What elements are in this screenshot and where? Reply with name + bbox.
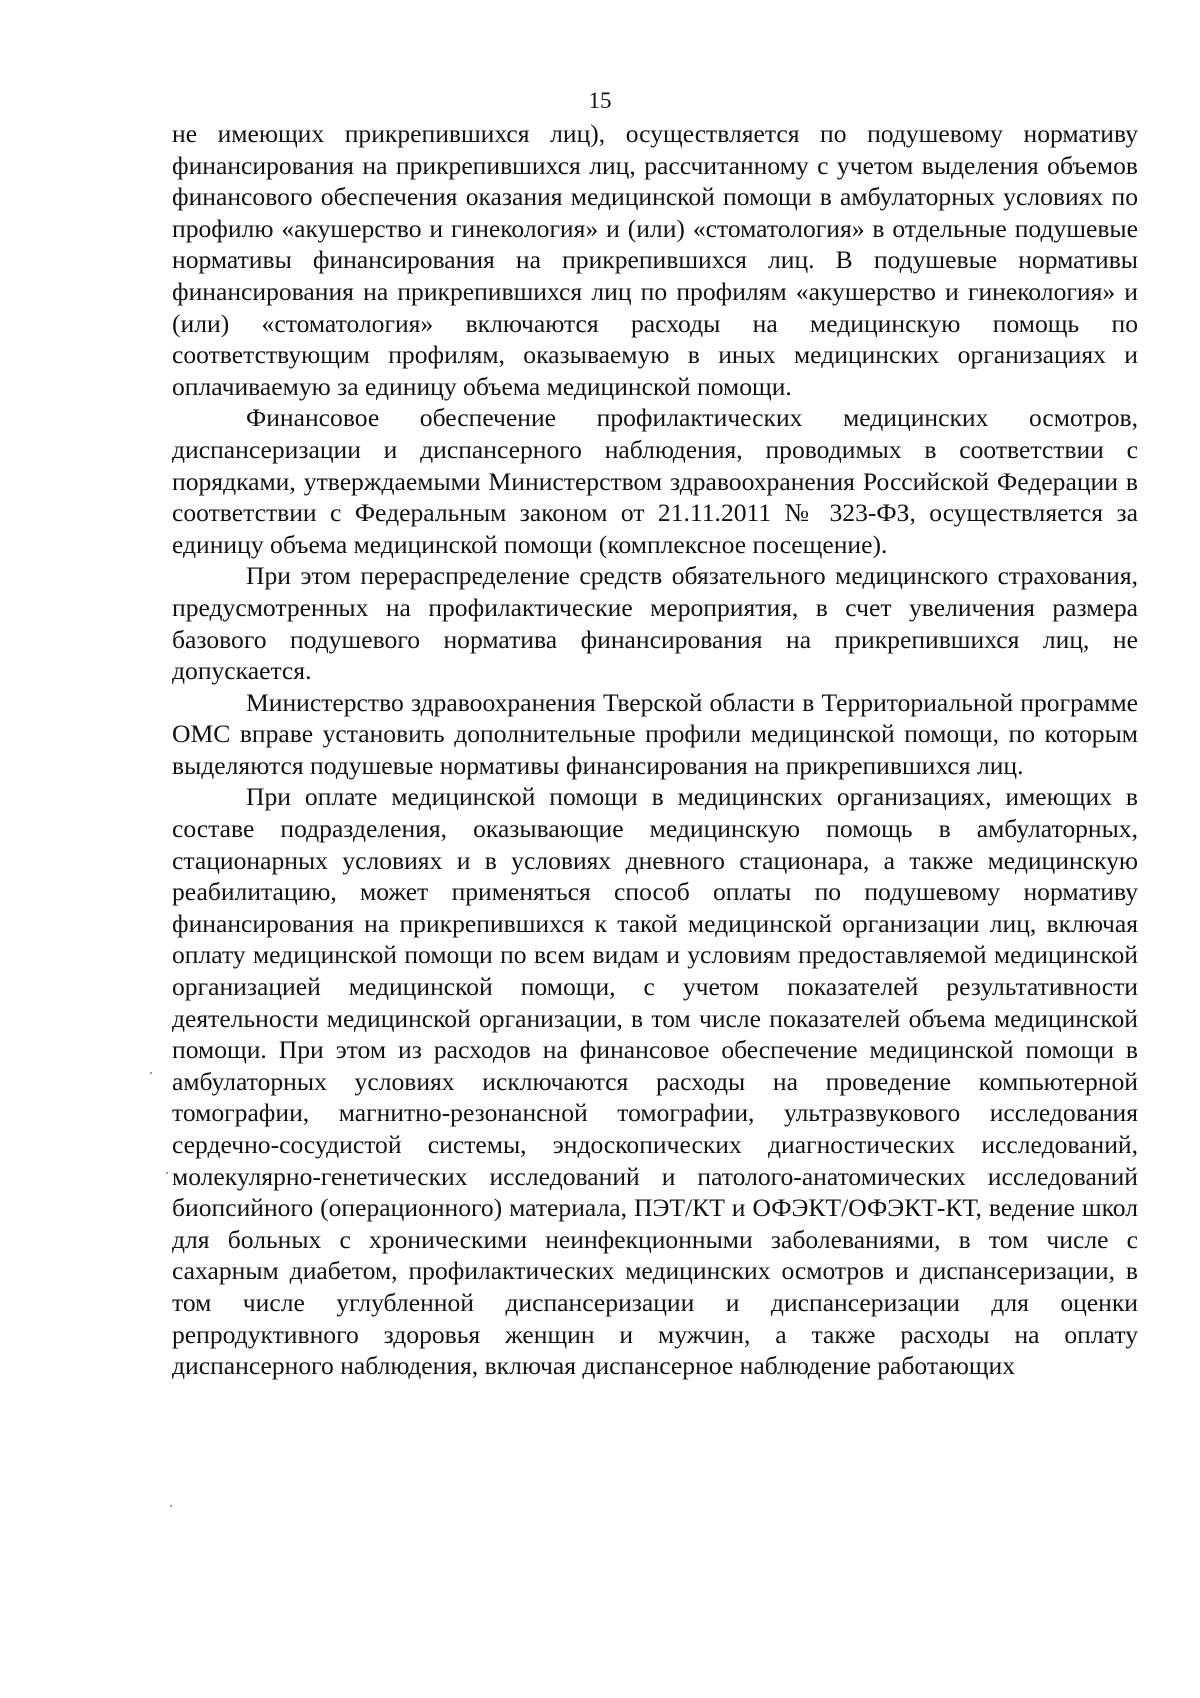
paragraph-preventive-financing: Финансовое обеспечение профилактических медицинских осмотров, диспансеризации и диспансерного наблюдения, проводимых в соответствии с порядками, утверждаемыми Министерством здравоохранения Российской Федерации в соответствии с Федеральным законом от 21.11.2011 № 323-ФЗ, осуществляется за единицу объема медицинской помощи (комплексное посещение). [172, 403, 1138, 559]
paragraph-continuation: не имеющих прикрепившихся лиц), осуществляется по подушевому нормативу финансирования на прикрепившихся лиц, рассчитанному с учетом выделения объемов финансового обеспечения оказания медицинской помощи в амбулаторных условиях по профилю «акушерство и гинекология» и (или) «стоматология» в отдельные подушевые нормативы финансирования на прикрепившихся лиц. В подушевые нормативы финансирования на прикрепившихся лиц по профилям «акушерство и гинекология» и (или) «стоматология» включаются расходы на медицинскую помощь по соответствующим профилям, оказываемую в иных медицинских организациях и оплачиваемую за единицу объема медицинской помощи. [172, 119, 1138, 401]
scan-speck [150, 1072, 152, 1074]
paragraph-redistribution: При этом перераспределение средств обязательного медицинского страхования, предусмотренных на профилактические мероприятия, в счет увеличения размера базового подушевого норматива финансирования на прикрепившихся лиц, не допускается. [172, 561, 1138, 686]
scan-speck [170, 1505, 172, 1507]
document-body [172, 118, 1138, 1382]
page-number: 15 [588, 88, 612, 113]
paragraph-ministry-profiles: Министерство здравоохранения Тверской области в Территориальной программе ОМС вправе установить дополнительные профили медицинской помощи, по которым выделяются подушевые нормативы финансирования на прикрепившихся лиц. [172, 687, 1138, 780]
scan-speck [166, 1172, 168, 1174]
paragraph-payment-method: При оплате медицинской помощи в медицинских организациях, имеющих в составе подразделения, оказывающие медицинскую помощь в амбулаторных, стационарных условиях и в условиях дневного стационара, а также медицинскую реабилитацию, может применяться способ оплаты по подушевому нормативу финансирования на прикрепившихся к такой медицинской организации лиц, включая оплату медицинской помощи по всем видам и условиям предоставляемой медицинской организацией медицинской помощи, с учетом показателей результативности деятельности медицинской организации, в том числе показателей объема медицинской помощи. При этом из расходов на финансовое обеспечение медицинской помощи в амбулаторных условиях исключаются расходы на проведение компьютерной томографии, магнитно-резонансной томографии, ультразвукового исследования сердечно-сосудистой системы, эндоскопических диагностических исследований, молекулярно-генетических исследований и патолого-анатомических исследований биопсийного (операционного) материала, ПЭТ/КТ и ОФЭКТ/ОФЭКТ-КТ, ведение школ для больных с хроническими неинфекционными заболеваниями, в том числе с сахарным диабетом, профилактических медицинских осмотров и диспансеризации, в том числе углубленной диспансеризации и диспансеризации для оценки репродуктивного здоровья женщин и мужчин, а также расходы на оплату диспансерного наблюдения, включая диспансерное наблюдение работающих [172, 782, 1138, 1381]
